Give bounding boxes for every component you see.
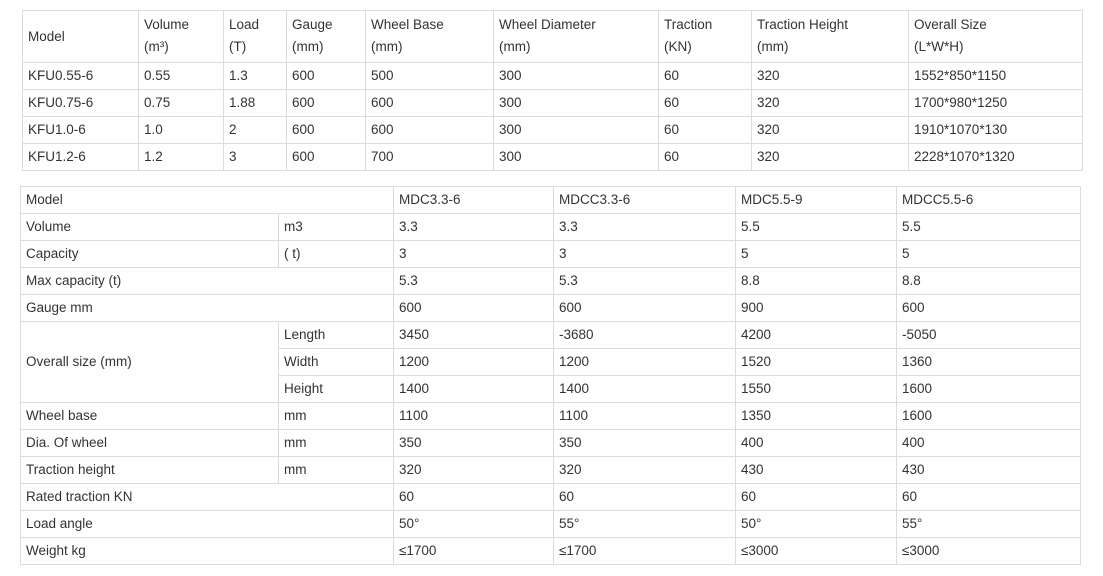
cell: 1400 bbox=[554, 376, 736, 403]
row-label: Wheel base bbox=[21, 403, 279, 430]
cell: 600 bbox=[287, 90, 366, 117]
cell: 600 bbox=[366, 117, 494, 144]
cell: 55° bbox=[897, 511, 1081, 538]
row-label: Dia. Of wheel bbox=[21, 430, 279, 457]
row-label: Gauge mm bbox=[21, 295, 394, 322]
cell: 5.5 bbox=[897, 214, 1081, 241]
cell: 300 bbox=[494, 144, 659, 171]
cell: -3680 bbox=[554, 322, 736, 349]
header-overall-size: Overall Size (L*W*H) bbox=[909, 11, 1083, 63]
row-unit: Width bbox=[279, 349, 394, 376]
table-row-weight bbox=[21, 538, 1081, 565]
row-unit: mm bbox=[279, 403, 394, 430]
row-label: Load angle bbox=[21, 511, 394, 538]
cell: 430 bbox=[736, 457, 897, 484]
table-row-model bbox=[21, 187, 1081, 214]
cell: 1600 bbox=[897, 403, 1081, 430]
cell: 3.3 bbox=[554, 214, 736, 241]
cell: 60 bbox=[659, 117, 752, 144]
cell: ≤3000 bbox=[736, 538, 897, 565]
table-row-volume bbox=[21, 214, 1081, 241]
row-label: Volume bbox=[21, 214, 279, 241]
table-row bbox=[23, 90, 1083, 117]
row-label: Capacity bbox=[21, 241, 279, 268]
row-label: Rated traction KN bbox=[21, 484, 394, 511]
cell: 55° bbox=[554, 511, 736, 538]
cell: 320 bbox=[752, 144, 909, 171]
cell: 5.5 bbox=[736, 214, 897, 241]
cell: KFU1.0-6 bbox=[23, 117, 139, 144]
cell: 1700*980*1250 bbox=[909, 90, 1083, 117]
cell: 320 bbox=[394, 457, 554, 484]
cell: 60 bbox=[554, 484, 736, 511]
cell: 300 bbox=[494, 117, 659, 144]
cell: -5050 bbox=[897, 322, 1081, 349]
table-row-max-capacity bbox=[21, 268, 1081, 295]
cell: 50° bbox=[394, 511, 554, 538]
model-header: MDCC5.5-6 bbox=[897, 187, 1081, 214]
table-row-wheel-dia bbox=[21, 430, 1081, 457]
cell: 5 bbox=[736, 241, 897, 268]
cell: 1360 bbox=[897, 349, 1081, 376]
cell: 4200 bbox=[736, 322, 897, 349]
row-unit: Height bbox=[279, 376, 394, 403]
cell: 8.8 bbox=[897, 268, 1081, 295]
cell: 600 bbox=[554, 295, 736, 322]
header-volume: Volume (m³) bbox=[139, 11, 224, 63]
cell: 1.88 bbox=[224, 90, 287, 117]
cell: 1350 bbox=[736, 403, 897, 430]
cell: 400 bbox=[897, 430, 1081, 457]
cell: 320 bbox=[554, 457, 736, 484]
cell: 600 bbox=[897, 295, 1081, 322]
mdc-spec-table bbox=[20, 186, 1081, 565]
table-row bbox=[23, 144, 1083, 171]
cell: 700 bbox=[366, 144, 494, 171]
row-unit: Length bbox=[279, 322, 394, 349]
cell: 0.75 bbox=[139, 90, 224, 117]
cell: 1100 bbox=[394, 403, 554, 430]
table-row-gauge bbox=[21, 295, 1081, 322]
table-row-capacity bbox=[21, 241, 1081, 268]
cell: 600 bbox=[287, 117, 366, 144]
cell: 8.8 bbox=[736, 268, 897, 295]
cell: 60 bbox=[659, 144, 752, 171]
cell: 2 bbox=[224, 117, 287, 144]
cell: 600 bbox=[287, 144, 366, 171]
row-unit: mm bbox=[279, 457, 394, 484]
cell: 1600 bbox=[897, 376, 1081, 403]
cell: 60 bbox=[394, 484, 554, 511]
row-unit: ( t) bbox=[279, 241, 394, 268]
kfu-spec-table bbox=[22, 10, 1083, 171]
cell: 900 bbox=[736, 295, 897, 322]
header-traction-height: Traction Height (mm) bbox=[752, 11, 909, 63]
cell: 1520 bbox=[736, 349, 897, 376]
cell: KFU1.2-6 bbox=[23, 144, 139, 171]
cell: 3450 bbox=[394, 322, 554, 349]
cell: 400 bbox=[736, 430, 897, 457]
header-load: Load (T) bbox=[224, 11, 287, 63]
cell: 1.3 bbox=[224, 63, 287, 90]
header-wheel-base: Wheel Base (mm) bbox=[366, 11, 494, 63]
header-wheel-diameter: Wheel Diameter (mm) bbox=[494, 11, 659, 63]
cell: 500 bbox=[366, 63, 494, 90]
row-unit: m3 bbox=[279, 214, 394, 241]
cell: 50° bbox=[736, 511, 897, 538]
cell: ≤1700 bbox=[394, 538, 554, 565]
cell: KFU0.75-6 bbox=[23, 90, 139, 117]
cell: 1400 bbox=[394, 376, 554, 403]
header-gauge: Gauge (mm) bbox=[287, 11, 366, 63]
cell: 320 bbox=[752, 117, 909, 144]
row-label: Traction height bbox=[21, 457, 279, 484]
cell: 1552*850*1150 bbox=[909, 63, 1083, 90]
cell: 1550 bbox=[736, 376, 897, 403]
table-row-traction-height bbox=[21, 457, 1081, 484]
cell: 60 bbox=[659, 90, 752, 117]
cell: ≤1700 bbox=[554, 538, 736, 565]
cell: 60 bbox=[736, 484, 897, 511]
cell: 1.0 bbox=[139, 117, 224, 144]
cell: 5 bbox=[897, 241, 1081, 268]
cell: 350 bbox=[394, 430, 554, 457]
table-row-load-angle bbox=[21, 511, 1081, 538]
cell: 1200 bbox=[554, 349, 736, 376]
cell: 3.3 bbox=[394, 214, 554, 241]
model-header: MDCC3.3-6 bbox=[554, 187, 736, 214]
table-row-rated-traction bbox=[21, 484, 1081, 511]
header-traction: Traction (KN) bbox=[659, 11, 752, 63]
cell: 300 bbox=[494, 90, 659, 117]
table-row-length bbox=[21, 322, 1081, 349]
table-header-row bbox=[23, 11, 1083, 63]
model-header: MDC5.5-9 bbox=[736, 187, 897, 214]
cell: 430 bbox=[897, 457, 1081, 484]
cell: 320 bbox=[752, 90, 909, 117]
cell: 3 bbox=[394, 241, 554, 268]
table-row bbox=[23, 117, 1083, 144]
row-label: Weight kg bbox=[21, 538, 394, 565]
cell: 1100 bbox=[554, 403, 736, 430]
cell: 1910*1070*130 bbox=[909, 117, 1083, 144]
cell: 300 bbox=[494, 63, 659, 90]
cell: 600 bbox=[287, 63, 366, 90]
cell: 350 bbox=[554, 430, 736, 457]
cell: 600 bbox=[394, 295, 554, 322]
row-label-overall-size: Overall size (mm) bbox=[21, 322, 279, 403]
cell: 5.3 bbox=[554, 268, 736, 295]
cell: 60 bbox=[897, 484, 1081, 511]
row-label: Model bbox=[21, 187, 394, 214]
cell: 1.2 bbox=[139, 144, 224, 171]
cell: 600 bbox=[366, 90, 494, 117]
row-unit: mm bbox=[279, 430, 394, 457]
cell: 2228*1070*1320 bbox=[909, 144, 1083, 171]
cell: 60 bbox=[659, 63, 752, 90]
cell: 0.55 bbox=[139, 63, 224, 90]
cell: 1200 bbox=[394, 349, 554, 376]
cell: ≤3000 bbox=[897, 538, 1081, 565]
cell: 3 bbox=[554, 241, 736, 268]
cell: 5.3 bbox=[394, 268, 554, 295]
row-label: Max capacity (t) bbox=[21, 268, 394, 295]
model-header: MDC3.3-6 bbox=[394, 187, 554, 214]
table-row-wheel-base bbox=[21, 403, 1081, 430]
cell: KFU0.55-6 bbox=[23, 63, 139, 90]
header-model: Model bbox=[23, 11, 139, 63]
table-row bbox=[23, 63, 1083, 90]
cell: 3 bbox=[224, 144, 287, 171]
cell: 320 bbox=[752, 63, 909, 90]
